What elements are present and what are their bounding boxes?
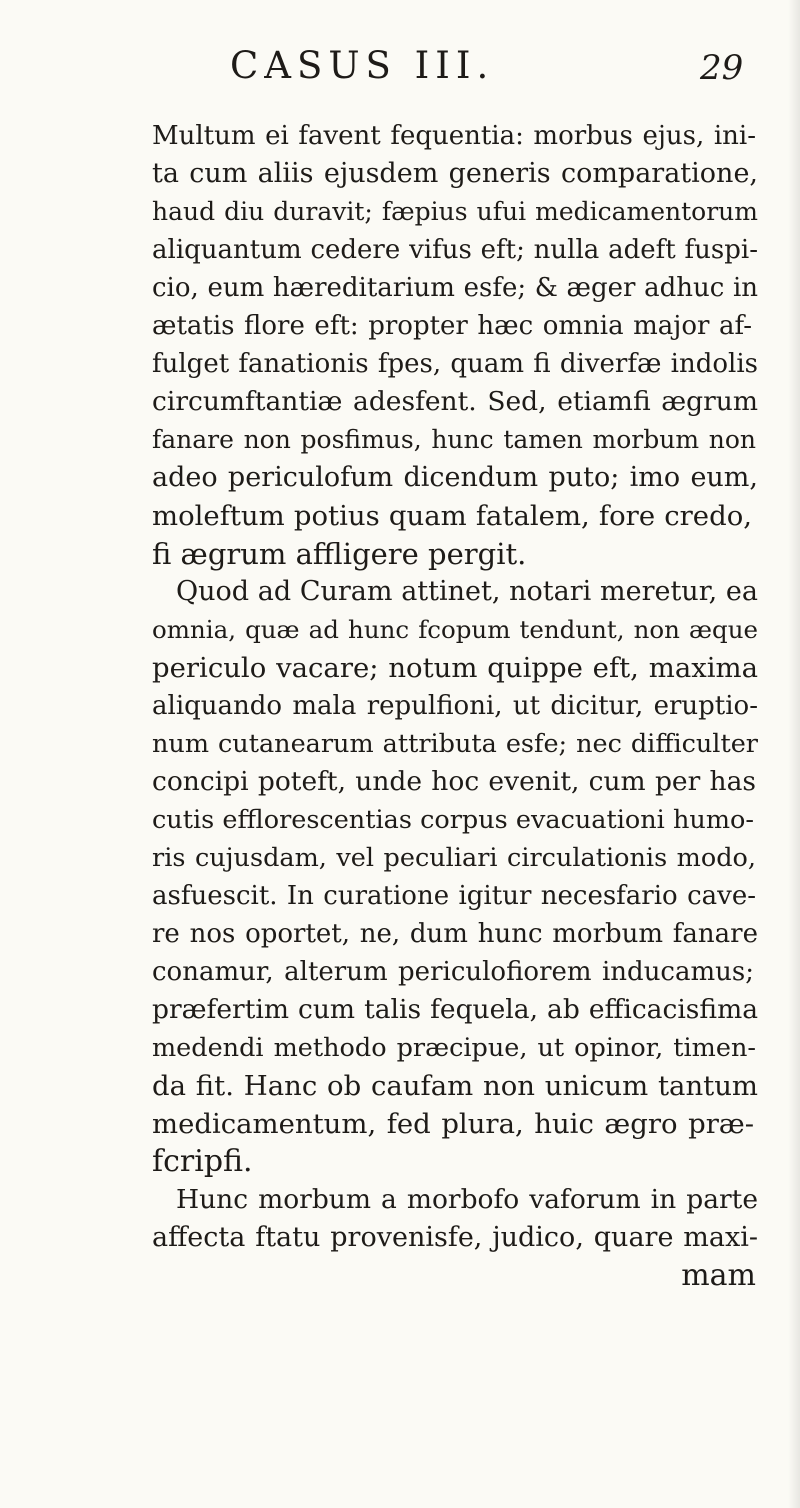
text-line: medendi methodo præcipue, ut opinor, timen- — [152, 1033, 756, 1063]
text-line: fi ægrum affligere pergit. — [152, 537, 527, 571]
page-edge-shadow — [788, 0, 800, 1508]
text-line: ris cujusdam, vel peculiari circulationis modo, — [152, 843, 756, 873]
text-line: haud diu duravit; fæpius ufui medicamentorum — [152, 197, 758, 226]
text-line: ta cum aliis ejusdem generis comparatione, — [152, 158, 758, 189]
text-line: moleftum potius quam fatalem, fore credo, — [152, 500, 752, 532]
text-line: conamur, alterum periculofiorem inducamus; — [152, 957, 754, 987]
text-line: re nos oportet, ne, dum hunc morbum fanare — [152, 919, 758, 949]
text-line: periculo vacare; notum quippe eft, maxima — [152, 652, 758, 684]
running-title: CASUS III. — [230, 44, 495, 87]
text-line: cutis efflorescentias corpus evacuationi humo- — [152, 805, 754, 835]
text-line: circumftantiæ adesfent. Sed, etiamfi ægrum — [152, 386, 758, 417]
text-line: Quod ad Curam attinet, notari meretur, ea — [176, 576, 758, 607]
text-line: fcripfi. — [152, 1144, 253, 1179]
text-line: aliquando mala repulfioni, ut dicitur, eruptio- — [152, 691, 758, 721]
text-line: concipi poteft, unde hoc evenit, cum per has — [152, 766, 756, 797]
text-line: Multum ei favent fequentia: morbus ejus, ini- — [152, 121, 756, 151]
text-line: medicamentum, fed plura, huic ægro præ- — [152, 1108, 754, 1140]
text-line: cio, eum hæreditarium esfe; & æger adhuc in — [152, 273, 758, 303]
text-line: omnia, quæ ad hunc fcopum tendunt, non æque — [152, 615, 758, 644]
text-line: præfertim cum talis fequela, ab efficacisfima — [152, 994, 758, 1025]
page-number: 29 — [700, 48, 744, 88]
text-line: adeo periculofum dicendum puto; imo eum, — [152, 462, 758, 493]
text-line: affecta ftatu provenisfe, judico, quare maxi- — [152, 1222, 758, 1253]
text-line: da fit. Hanc ob caufam non unicum tantum — [152, 1070, 758, 1102]
text-line: aliquantum cedere vifus eft; nulla adeft fuspi- — [152, 235, 758, 265]
text-line: Hunc morbum a morbofo vaforum in parte — [176, 1184, 758, 1215]
text-line: num cutanearum attributa esfe; nec difficulter — [152, 729, 758, 759]
catchword: mam — [681, 1258, 756, 1293]
text-line: ætatis flore eft: propter hæc omnia major af- — [152, 311, 752, 341]
text-line: fulget fanationis fpes, quam fi diverfæ indolis — [152, 349, 758, 379]
text-line: fanare non posfimus, hunc tamen morbum non — [152, 425, 756, 454]
text-line: asfuescit. In curatione igitur necesfario cave- — [152, 881, 756, 911]
page-header — [0, 44, 800, 104]
